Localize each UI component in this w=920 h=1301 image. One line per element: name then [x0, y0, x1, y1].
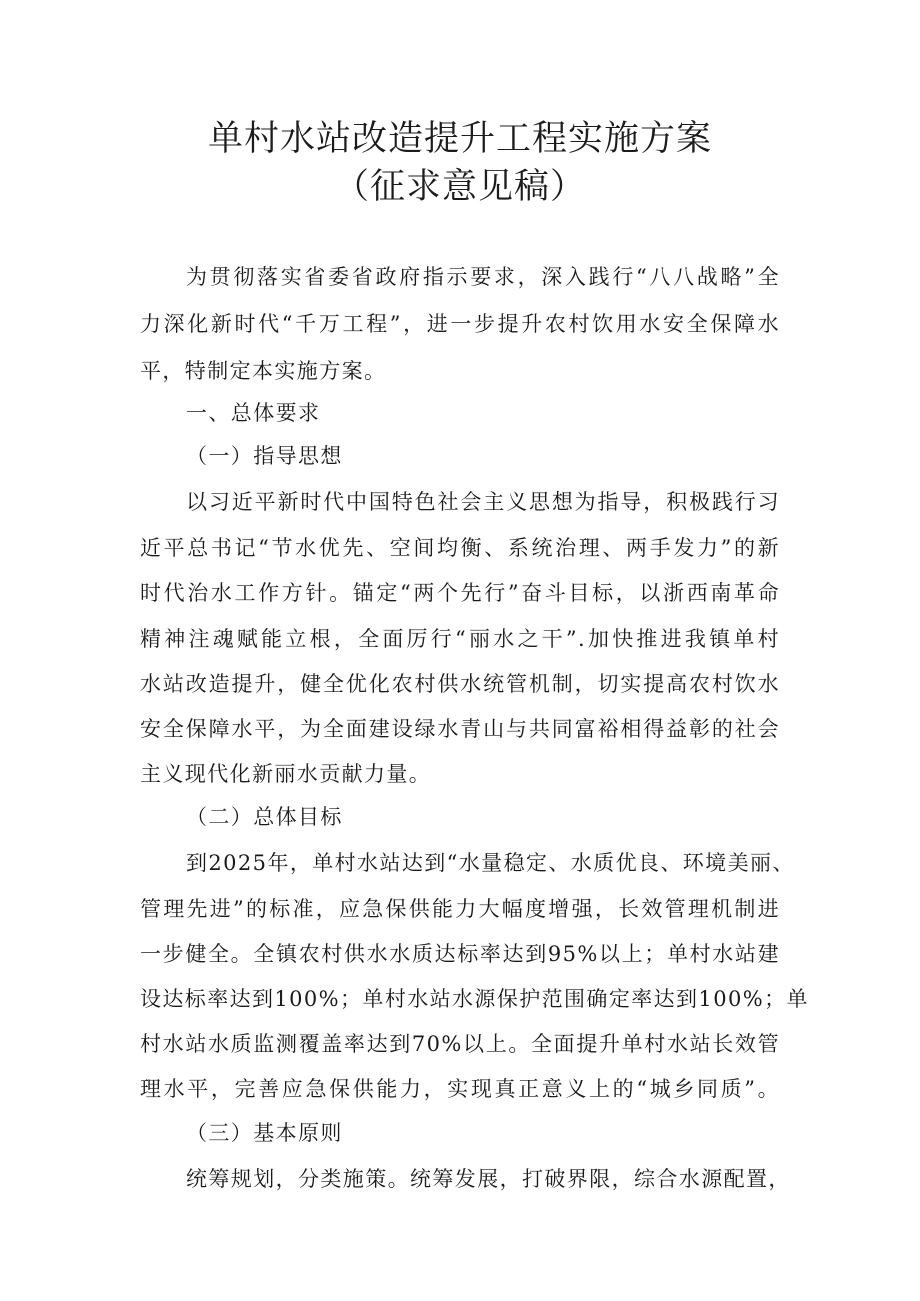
paragraph-line: 主义现代化新丽水贡献力量。: [140, 762, 432, 786]
intro-line: 为贯彻落实省委省政府指示要求，深入践行“八八战略”全: [186, 265, 780, 289]
paragraph-line: 水站改造提升，健全优化农村供水统管机制，切实提高农村饮水: [140, 672, 780, 696]
paragraph-line: 一步健全。全镇农村供水水质达标率达到95%以上；单村水站建: [140, 942, 780, 966]
section-heading: 一、总体要求: [186, 401, 321, 425]
paragraph-line: 安全保障水平，为全面建设绿水青山与共同富裕相得益彰的社会: [140, 717, 780, 741]
paragraph-line: 理水平，完善应急保供能力，实现真正意义上的“城乡同质”。: [140, 1077, 780, 1101]
paragraph-line: 近平总书记“节水优先、空间均衡、系统治理、两手发力”的新: [140, 536, 780, 560]
subsection-heading: （三）基本原则: [186, 1121, 343, 1145]
paragraph-line: 村水站水质监测覆盖率达到70%以上。全面提升单村水站长效管: [140, 1032, 780, 1056]
paragraph-line: 时代治水工作方针。锚定“两个先行”奋斗目标，以浙西南革命: [140, 581, 780, 605]
paragraph-line: 统筹规划，分类施策。统筹发展，打破界限，综合水源配置，: [186, 1167, 791, 1191]
paragraph-line: 设达标率达到100%；单村水站水源保护范围确定率达到100%；单: [140, 987, 809, 1011]
document-title: 单村水站改造提升工程实施方案: [207, 119, 712, 159]
subsection-heading: （一）指导思想: [186, 444, 343, 468]
paragraph-line: 精神注魂赋能立根，全面厉行“丽水之干”.加快推进我镇单村: [140, 627, 780, 651]
intro-line: 平，特制定本实施方案。: [140, 359, 387, 383]
paragraph-line: 以习近平新时代中国特色社会主义思想为指导，积极践行习: [186, 490, 780, 514]
intro-line: 力深化新时代“千万工程”，进一步提升农村饮用水安全保障水: [140, 312, 780, 336]
document-subtitle: （征求意见稿）: [333, 167, 586, 207]
paragraph-line: 到2025年，单村水站达到“水量稳定、水质优良、环境美丽、: [186, 851, 795, 875]
subsection-heading: （二）总体目标: [186, 805, 343, 829]
paragraph-line: 管理先进”的标准，应急保供能力大幅度增强，长效管理机制进: [140, 897, 780, 921]
